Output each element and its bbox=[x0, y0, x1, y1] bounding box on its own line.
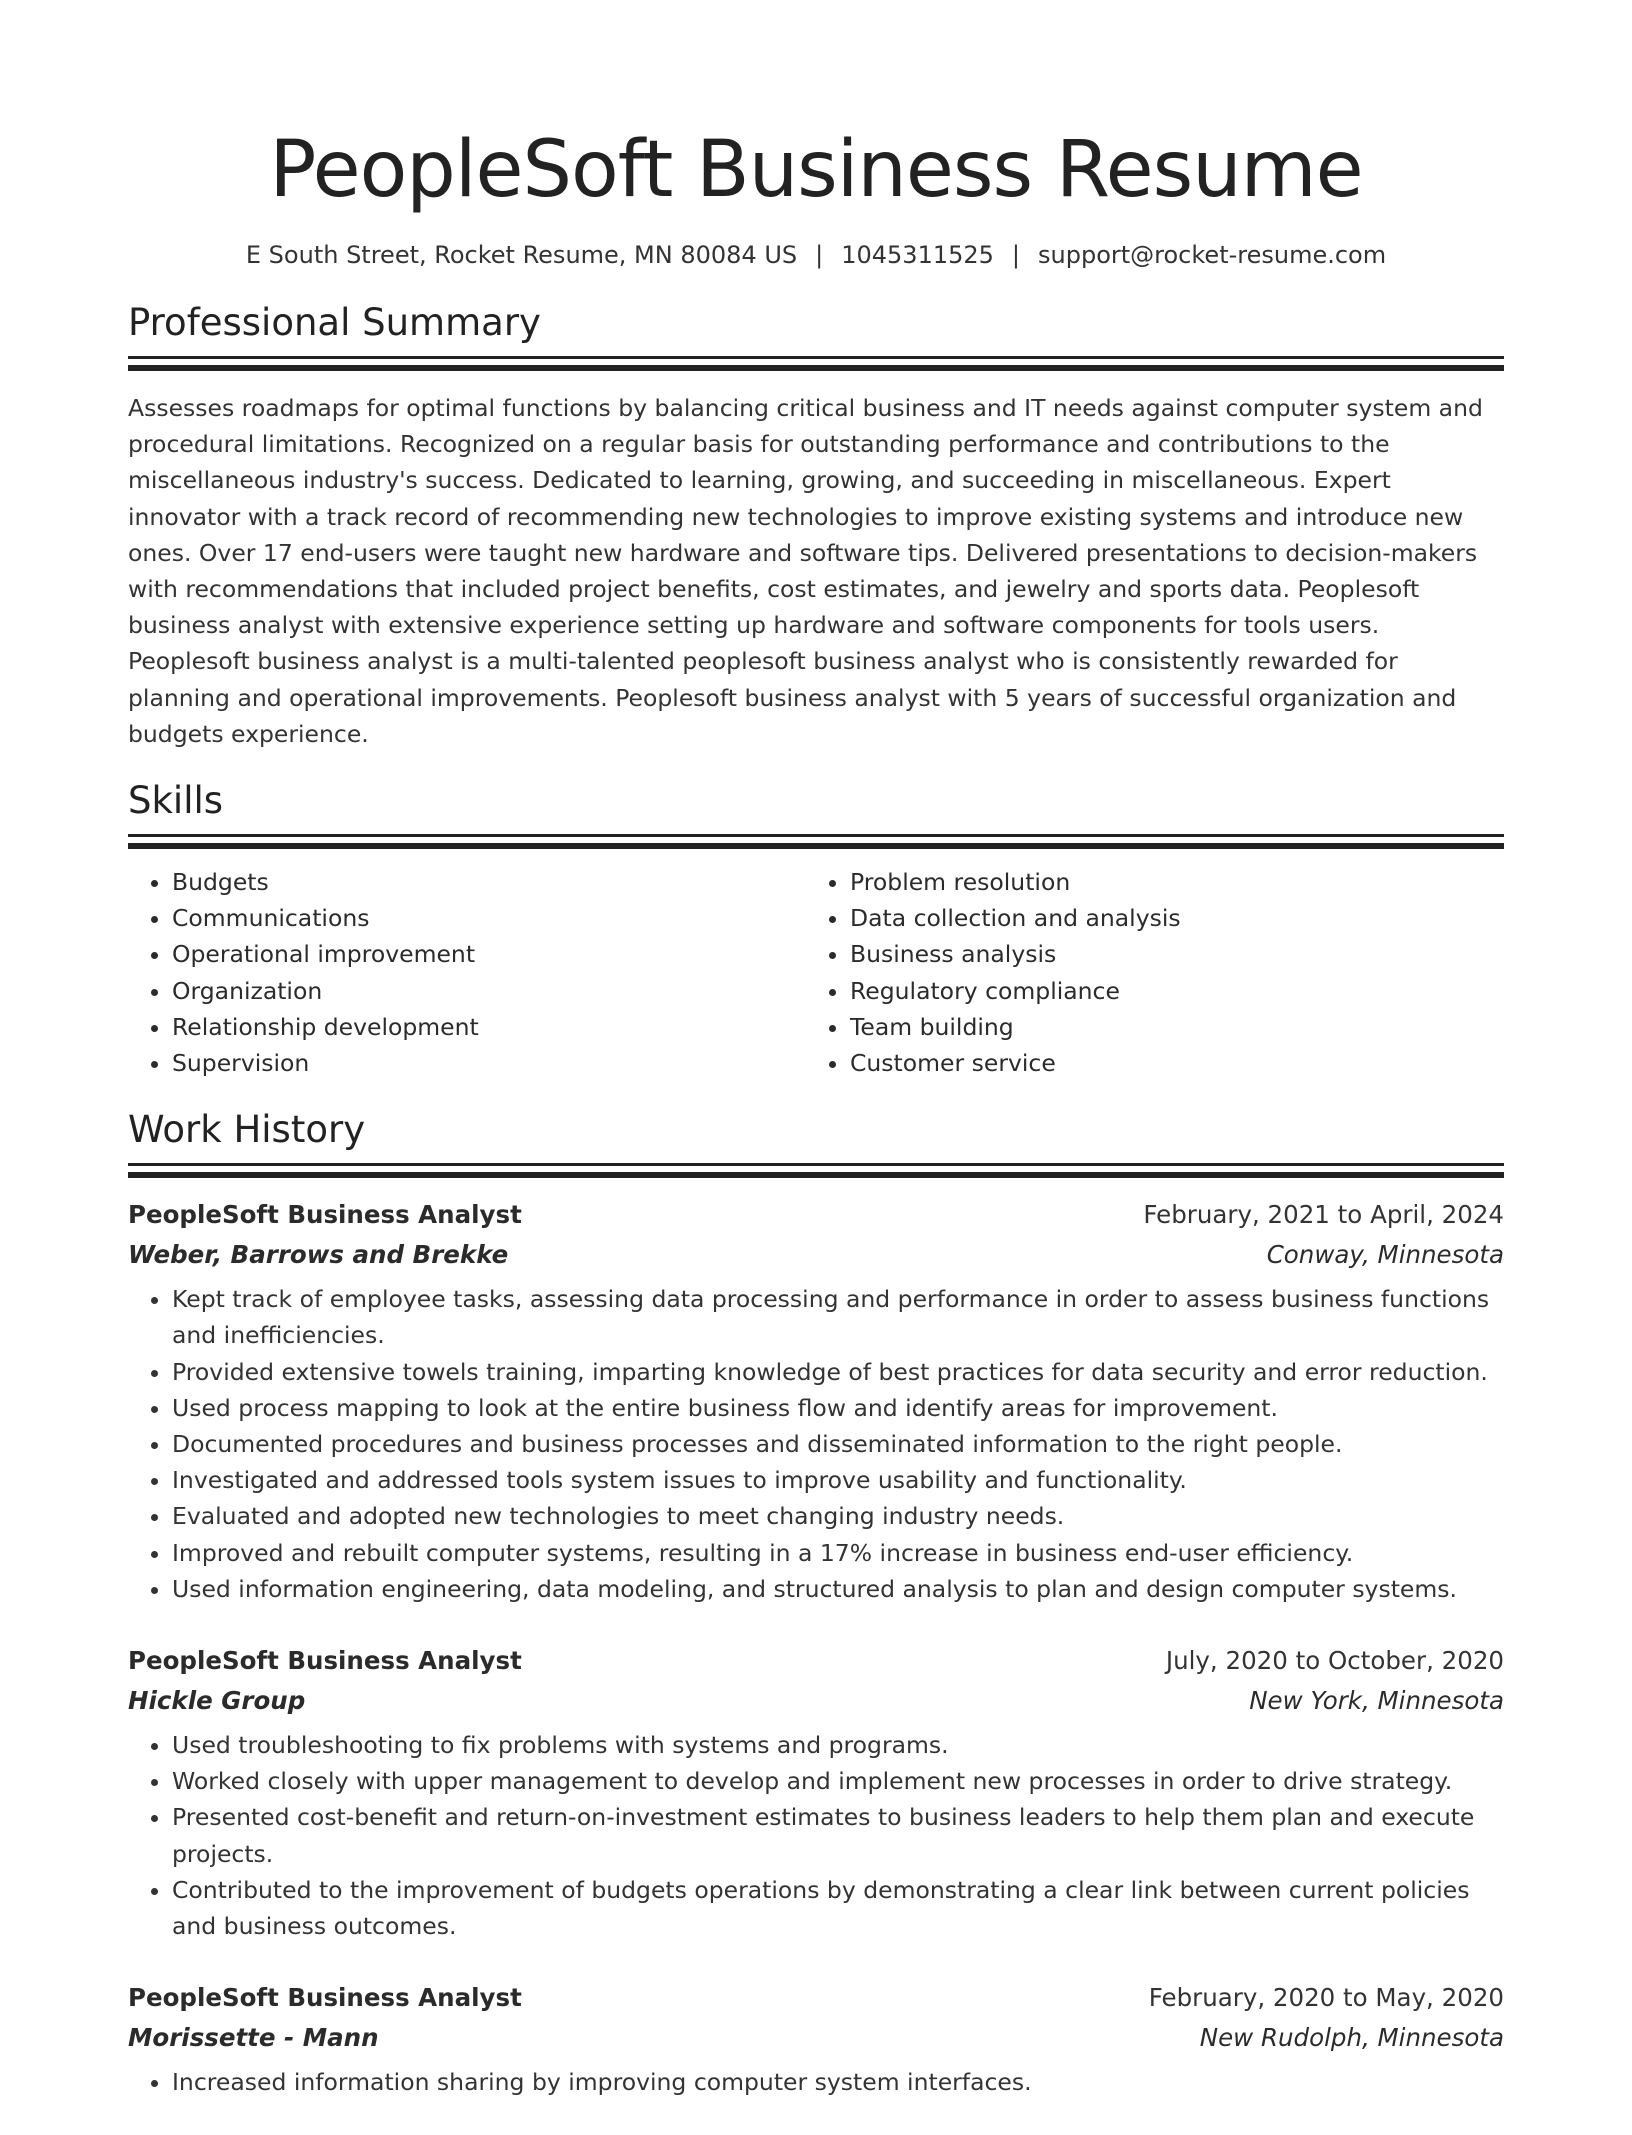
skill-item: • Relationship development bbox=[172, 1009, 806, 1045]
job-company: Morissette - Mann bbox=[128, 2023, 379, 2053]
job-bullets bbox=[128, 1727, 1504, 1944]
work-history-section bbox=[128, 1107, 1504, 2100]
skills-column-left bbox=[128, 864, 806, 1081]
resume-page bbox=[128, 0, 1504, 2135]
job-location: Conway, Minnesota bbox=[1266, 1240, 1504, 1270]
job-header bbox=[128, 1641, 1504, 1681]
contact-separator: | bbox=[815, 241, 824, 269]
section-heading-skills: Skills bbox=[128, 779, 224, 823]
skills-column-right bbox=[806, 864, 1484, 1081]
skill-item: • Team building bbox=[850, 1009, 1484, 1045]
job-bullet: • Provided extensive towels training, imparting knowledge of best practices for data security and error reduction. bbox=[172, 1354, 1504, 1390]
job-bullets bbox=[128, 1281, 1504, 1607]
skills-list bbox=[128, 864, 1504, 1081]
job-bullet: • Used process mapping to look at the entire business flow and identify areas for improvement. bbox=[172, 1390, 1504, 1426]
job-bullets bbox=[128, 2064, 1504, 2100]
job-bullet: • Evaluated and adopted new technologies to meet changing industry needs. bbox=[172, 1498, 1504, 1534]
section-divider bbox=[128, 1163, 1504, 1183]
job-subheader bbox=[128, 2018, 1504, 2058]
skill-item: • Communications bbox=[172, 900, 806, 936]
job-dates: February, 2021 to April, 2024 bbox=[1143, 1200, 1504, 1230]
section-divider bbox=[128, 834, 1504, 854]
skill-item: • Business analysis bbox=[850, 936, 1484, 972]
job-bullet: • Investigated and addressed tools system issues to improve usability and functionality. bbox=[172, 1462, 1504, 1498]
job-bullet: • Used information engineering, data modeling, and structured analysis to plan and design computer systems. bbox=[172, 1571, 1504, 1607]
section-heading-summary: Professional Summary bbox=[128, 301, 541, 344]
skill-item: • Data collection and analysis bbox=[850, 900, 1484, 936]
summary-text: Assesses roadmaps for optimal functions by balancing critical business and IT needs against computer system and procedural limitations. Recognized on a regular basis for outstanding performance and contributions to the miscellaneous industry's success. Dedicated to learning, growing, and succeeding in miscellaneous. Expert innovator with a track record of recommending new technologies to improve existing systems and introduce new ones. Over 17 end-users were taught new hardware and software tips. Delivered presentations to decision-makers with recommendations that included project benefits, cost estimates, and jewelry and sports data. Peoplesoft business analyst with extensive experience setting up hardware and software components for tools users. Peoplesoft business analyst is a multi-talented peoplesoft business analyst who is consistently rewarded for planning and operational improvements. Peoplesoft business analyst with 5 years of successful organization and budgets experience. bbox=[128, 394, 1483, 748]
job-title: PeopleSoft Business Analyst bbox=[128, 1200, 522, 1230]
job-location: New Rudolph, Minnesota bbox=[1199, 2023, 1504, 2053]
skill-item: • Problem resolution bbox=[850, 864, 1484, 900]
job-bullet: • Kept track of employee tasks, assessing data processing and performance in order to assess business functions and inefficiencies. bbox=[172, 1281, 1504, 1353]
job-company: Hickle Group bbox=[128, 1686, 306, 1716]
job-subheader bbox=[128, 1235, 1504, 1275]
job-bullet: • Presented cost-benefit and return-on-investment estimates to business leaders to help them plan and execute projects. bbox=[172, 1799, 1504, 1871]
job-entry bbox=[128, 1978, 1504, 2100]
job-bullet: • Used troubleshooting to fix problems with systems and programs. bbox=[172, 1727, 1504, 1763]
skill-item: • Operational improvement bbox=[172, 936, 806, 972]
job-company: Weber, Barrows and Brekke bbox=[128, 1240, 509, 1270]
job-location: New York, Minnesota bbox=[1249, 1686, 1504, 1716]
summary-section bbox=[128, 300, 1504, 752]
contact-line bbox=[128, 240, 1504, 270]
job-bullet: • Documented procedures and business processes and disseminated information to the right people. bbox=[172, 1426, 1504, 1462]
skills-section bbox=[128, 778, 1504, 1081]
job-subheader bbox=[128, 1681, 1504, 1721]
contact-address: E South Street, Rocket Resume, MN 80084 US bbox=[245, 241, 798, 269]
section-divider bbox=[128, 356, 1504, 376]
skill-item: • Regulatory compliance bbox=[850, 973, 1484, 1009]
job-entry bbox=[128, 1195, 1504, 1607]
contact-phone: 1045311525 bbox=[841, 241, 994, 269]
job-header bbox=[128, 1978, 1504, 2018]
job-entry bbox=[128, 1641, 1504, 1944]
job-bullet: • Worked closely with upper management to develop and implement new processes in order to drive strategy. bbox=[172, 1763, 1504, 1799]
contact-separator: | bbox=[1011, 241, 1021, 269]
resume-title: PeopleSoft Business Resume bbox=[269, 125, 1363, 215]
contact-email: support@rocket-resume.com bbox=[1038, 241, 1387, 269]
skill-item: • Supervision bbox=[172, 1045, 806, 1081]
skill-item: • Budgets bbox=[172, 864, 806, 900]
job-bullet: • Increased information sharing by improving computer system interfaces. bbox=[172, 2064, 1504, 2100]
job-dates: February, 2020 to May, 2020 bbox=[1148, 1983, 1504, 2013]
job-dates: July, 2020 to October, 2020 bbox=[1165, 1646, 1504, 1676]
job-bullet: • Improved and rebuilt computer systems, resulting in a 17% increase in business end-user efficiency. bbox=[172, 1535, 1504, 1571]
skill-item: • Customer service bbox=[850, 1045, 1484, 1081]
job-title: PeopleSoft Business Analyst bbox=[128, 1983, 522, 2013]
job-bullet: • Contributed to the improvement of budgets operations by demonstrating a clear link between current policies and business outcomes. bbox=[172, 1872, 1504, 1944]
skill-item: • Organization bbox=[172, 973, 806, 1009]
section-heading-work-history: Work History bbox=[128, 1108, 366, 1152]
job-title: PeopleSoft Business Analyst bbox=[128, 1646, 522, 1676]
job-header bbox=[128, 1195, 1504, 1235]
